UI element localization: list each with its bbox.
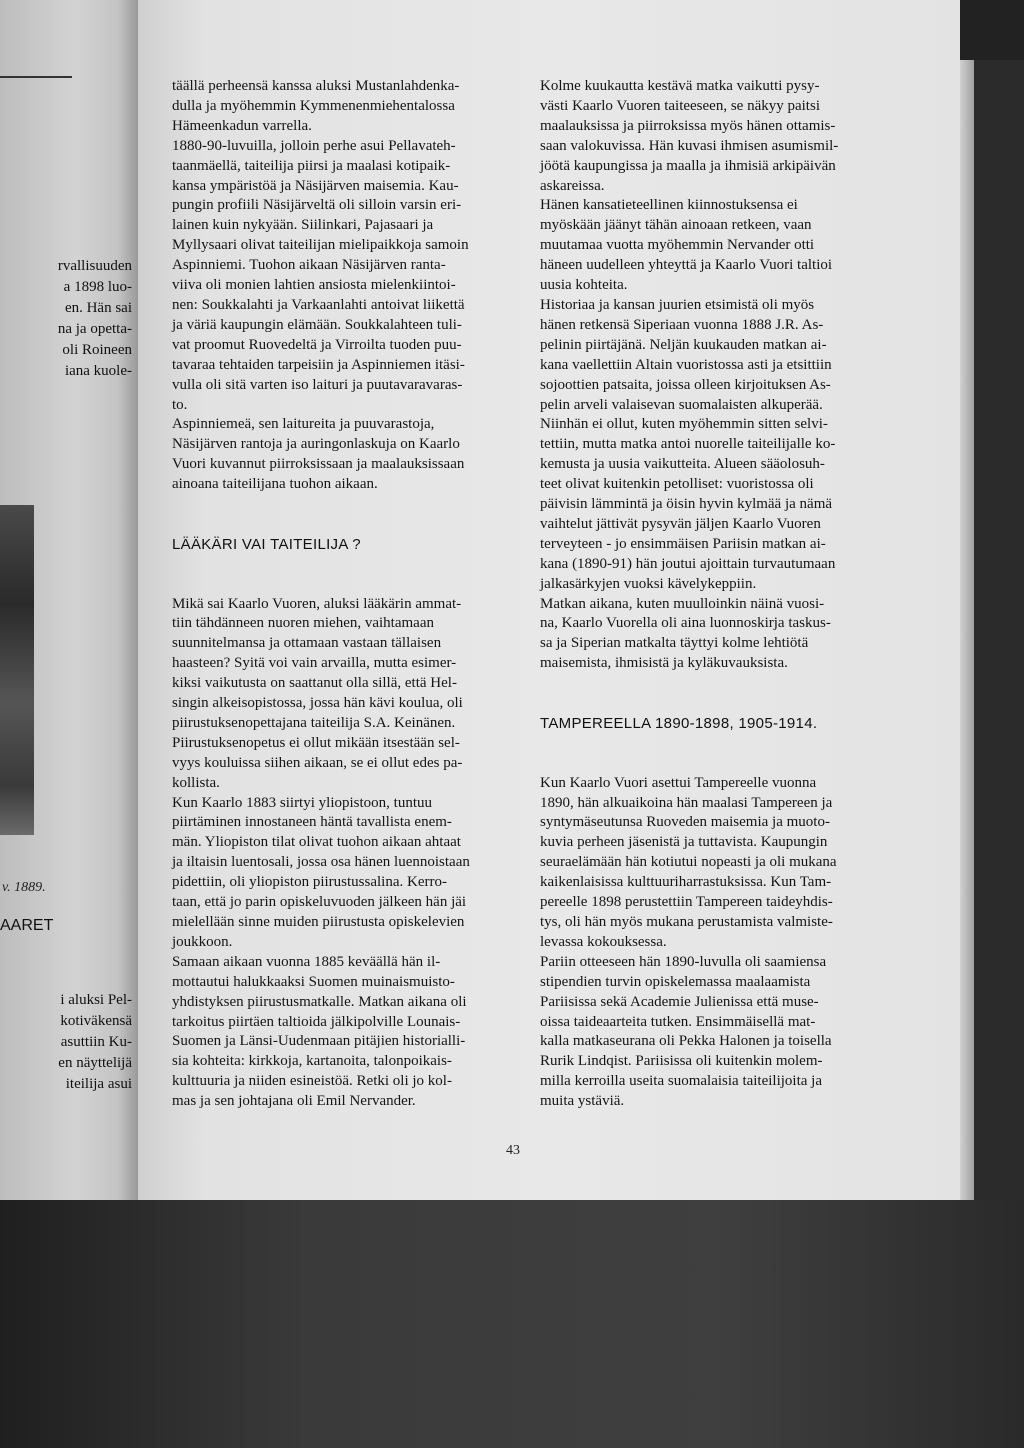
- text-line: oissa taideaarteita tutken. Ensimmäisellä mat-: [540, 1013, 816, 1030]
- text-line: teet olivat kuitenkin petolliset: vuoristossa oli: [540, 476, 814, 493]
- text-line: Aspinniemi. Tuohon aikaan Näsijärven ranta-: [172, 257, 446, 274]
- text-line: seuraelämään hän kotiutui nopeasti ja oli mukana: [540, 854, 837, 871]
- text-line: Myllysaari olivat taiteilijan mielipaikkoja samoin: [172, 237, 469, 254]
- text-line: syntymäseutunsa Ruoveden maisemia ja muoto-: [540, 814, 830, 831]
- text-line: vulla oli sitä varten iso laituri ja puutavaravaras-: [172, 376, 463, 393]
- text-line: stipendien turvin opiskelemassa maalaamista: [540, 973, 811, 990]
- text-line: asuttiin Ku-: [60, 1034, 132, 1050]
- text-line: myöskään jäänyt tähän ainoaan retkeen, vaan: [540, 217, 812, 234]
- scan-background: [960, 0, 1024, 60]
- paragraph: [172, 794, 502, 953]
- text-line: ja väriä kaupungin elämään. Soukkalahteen tuli-: [172, 316, 462, 333]
- text-line: västi Kaarlo Vuoren taiteeseen, se näkyy paitsi: [540, 97, 820, 114]
- text-line: jöötä kaupungissa ja maalla ja ihmisiä arkipäivän: [540, 157, 836, 174]
- text-line: pidettiin, oli yliopiston piirustussalina. Kerro-: [172, 874, 447, 891]
- text-line: kana (1890-91) hän joutui ajoittain turvautumaan: [540, 555, 836, 572]
- text-column-right: [540, 77, 870, 1112]
- text-line: hänen retkensä Siperiaan vuonna 1888 J.R. As-: [540, 316, 824, 333]
- previous-page-edge: [0, 0, 138, 1200]
- text-line: Historiaa ja kansan juurien etsimistä oli myös: [540, 296, 815, 313]
- text-line: päivisin lämmintä ja öisin hyvin kylmää ja nämä: [540, 496, 833, 513]
- text-line: viiva oli monien lahtien ansiosta mielenkiintoi-: [172, 277, 456, 294]
- text-line: Kun Kaarlo Vuori asettui Tampereelle vuonna: [540, 774, 817, 791]
- text-line: häneen uudelleen yhteyttä ja Kaarlo Vuori taltioi: [540, 257, 833, 274]
- text-line: tettiin, mutta matka antoi nuorelle taiteilijalle ko-: [540, 436, 836, 453]
- text-line: Pariisissa sekä Academie Julienissa että muse-: [540, 993, 819, 1010]
- text-line: saan valokuvissa. Hän kuvasi ihmisen asumismil-: [540, 137, 839, 154]
- text-line: nen: Soukkalahti ja Varkaanlahti antoivat liikettä: [172, 296, 465, 313]
- text-line: mielellään sinne muiden piirustusta opiskelevien: [172, 914, 465, 930]
- text-line: Vuori kuvannut piirroksissaan ja maalauksissaan: [172, 456, 465, 473]
- text-line: kulttuuria ja niiden esineistöä. Retki oli jo kol-: [172, 1073, 452, 1090]
- text-line: mottautui halukkaaksi Suomen muinaismuisto-: [172, 973, 455, 990]
- text-line: kollista.: [172, 774, 220, 791]
- text-line: en. Hän sai: [64, 300, 132, 316]
- text-line: tarkoitus piirtäen taltioida jälkipolville Lounais-: [172, 1013, 461, 1030]
- text-line: Näsijärven rantoja ja auringonlaskuja on Kaarlo: [172, 436, 460, 453]
- text-line: Suomen ja Länsi-Uudenmaan pitäjien historialli-: [172, 1033, 466, 1050]
- text-line: Aspinniemeä, sen laitureita ja puuvarastoja,: [172, 416, 435, 433]
- paragraph: [172, 137, 502, 416]
- text-line: sojoottien patsaita, joissa olleen kirjoituksen As-: [540, 376, 831, 393]
- text-line: ainoana taiteilijana tuohon aikaan.: [172, 476, 378, 493]
- text-line: askareissa.: [540, 177, 605, 194]
- text-line: a 1898 luo-: [63, 279, 132, 295]
- text-line: singin alkeisopistossa, jossa hän kävi koulua, oli: [172, 695, 463, 712]
- text-line: suunnitelmansa ja ottamaan vastaan tällaisen: [172, 635, 442, 652]
- paragraph: [540, 595, 870, 675]
- text-line: piirustuksenopettajana taiteilija S.A. Keinänen.: [172, 714, 456, 731]
- text-line: iteilija asui: [65, 1076, 132, 1092]
- text-line: kansa ympäristöä ja Näsijärven maisemia. Kau-: [172, 177, 459, 194]
- text-line: 1890, hän alkuaikoina hän maalasi Tampereen ja: [540, 794, 833, 811]
- text-line: täällä perheensä kanssa aluksi Mustanlahdenka-: [172, 78, 460, 94]
- paragraph: [172, 415, 502, 495]
- text-line: kemusta ja uusia vaikutteita. Alueen sääolosuh-: [540, 456, 825, 473]
- text-column-left: [172, 77, 502, 1112]
- section-heading: LÄÄKÄRI VAI TAITEILIJA ?: [172, 535, 361, 553]
- text-line: ja iltaisin luentosali, jossa osa hänen luennoistaan: [172, 854, 470, 871]
- text-line: maisemista, ihmisistä ja kyläkuvauksista.: [540, 655, 788, 672]
- paragraph: [540, 77, 870, 196]
- text-line: levassa kokouksessa.: [540, 933, 667, 950]
- text-line: to.: [172, 396, 188, 413]
- text-line: en näyttelijä: [58, 1055, 132, 1071]
- section-heading: TAMPEREELLA 1890-1898, 1905-1914.: [540, 714, 818, 732]
- text-line: haasteen? Syitä voi vain arvailla, mutta esimer-: [172, 655, 457, 672]
- text-line: män. Yliopiston tilat olivat tuohon aikaan ahtaat: [172, 834, 461, 851]
- left-page-text-bottom: [58, 990, 132, 1095]
- paragraph: [172, 77, 502, 137]
- text-line: tavaraa tehtaiden tarpeisiin ja Aspinniemen itäsi-: [172, 356, 465, 373]
- text-line: vaihtelut jättivät pysyvän jäljen Kaarlo Vuoren: [540, 515, 821, 532]
- text-line: tiin tähdänneen nuoren miehen, vaihtamaan: [172, 615, 434, 632]
- text-line: na, Kaarlo Vuorella oli aina luonnoskirja taskus-: [540, 615, 831, 632]
- text-line: terveyteen - jo ensimmäisen Pariisin matkan ai-: [540, 535, 826, 552]
- text-line: taan, että jo parin opiskeluvuoden jälkeen hän jäi: [172, 894, 467, 911]
- text-line: milla kerroilla useita suomalaisia taiteilijoita ja: [540, 1073, 822, 1090]
- text-line: pelin arveli valaisevan suomalaisten alkuperää.: [540, 396, 823, 413]
- paragraph: [172, 595, 502, 794]
- text-line: lainen kuin nykyään. Siilinkari, Pajasaari ja: [172, 217, 434, 234]
- text-line: vat proomut Ruovedeltä ja Virroilta tuoden puu-: [172, 336, 462, 353]
- text-line: joukkoon.: [172, 933, 233, 950]
- text-line: jalkasärkyjen vuoksi kävelykeppiin.: [540, 575, 757, 592]
- text-line: iana kuole-: [64, 363, 132, 379]
- text-line: taanmäellä, taiteilija piirsi ja maalasi kotipaik-: [172, 157, 451, 174]
- divider-rule: [0, 76, 72, 78]
- text-line: oli Roineen: [62, 342, 132, 358]
- text-line: muita ystäviä.: [540, 1093, 625, 1110]
- text-line: pereelle 1898 perustettiin Tampereen taideyhdis-: [540, 894, 833, 911]
- photo-fragment: [0, 505, 34, 835]
- text-line: kiksi vaikutusta on saattanut olla sillä, että Hel-: [172, 675, 457, 692]
- text-line: i aluksi Pel-: [60, 992, 132, 1008]
- left-page-heading: AARET: [0, 917, 54, 934]
- paragraph: [540, 296, 870, 595]
- text-line: Piirustuksenopetus ei ollut mikään itsestään sel-: [172, 734, 460, 751]
- text-line: Matkan aikana, kuten muulloinkin näinä vuosi-: [540, 595, 825, 612]
- text-line: maalauksissa ja piirroksissa myös hänen ottamis-: [540, 117, 836, 134]
- paragraph: [540, 196, 870, 296]
- text-line: na ja opetta-: [57, 321, 132, 337]
- text-line: Niinhän ei ollut, kuten myöhemmin sitten selvi-: [540, 416, 828, 433]
- left-page-text-top: [58, 256, 132, 382]
- text-line: Mikä sai Kaarlo Vuoren, aluksi lääkärin ammat-: [172, 595, 462, 612]
- text-line: mas ja sen johtajana oli Emil Nervander.: [172, 1093, 416, 1110]
- text-line: Kolme kuukautta kestävä matka vaikutti pysy-: [540, 78, 820, 94]
- text-line: Samaan aikaan vuonna 1885 keväällä hän il-: [172, 953, 441, 970]
- text-line: Rurik Lindqist. Pariisissa oli kuitenkin molem-: [540, 1053, 823, 1070]
- text-line: kotiväkensä: [60, 1013, 132, 1029]
- text-line: sa ja Siperian matkalta täyttyi kolme lehtiötä: [540, 635, 809, 652]
- text-line: vyys kouluissa siihen aikaan, se ei ollut edes pa-: [172, 754, 463, 771]
- text-line: sia kohteita: kirkkoja, kartanoita, talonpoikais-: [172, 1053, 452, 1070]
- text-line: Pariin otteeseen hän 1890-luvulla oli saamiensa: [540, 953, 827, 970]
- page-number: 43: [506, 1143, 520, 1158]
- text-line: tys, oli hän myös mukana perustamista valmiste-: [540, 914, 833, 930]
- text-line: Hämeenkadun varrella.: [172, 117, 312, 134]
- text-line: kaikenlaisissa kulttuuriharrastuksissa. Kun Tam-: [540, 874, 832, 891]
- paragraph: [540, 953, 870, 1112]
- text-line: Hänen kansatieteellinen kiinnostuksensa ei: [540, 197, 798, 214]
- page-edge-shadow: [960, 60, 974, 1200]
- text-line: 1880-90-luvuilla, jolloin perhe asui Pellavateh-: [172, 137, 456, 154]
- text-line: dulla ja myöhemmin Kymmenenmiehentalossa: [172, 97, 455, 114]
- text-line: yhdistyksen piirustusmatkalle. Matkan aikana oli: [172, 993, 467, 1010]
- text-line: Kun Kaarlo 1883 siirtyi yliopistoon, tuntuu: [172, 794, 432, 811]
- text-line: uusia kohteita.: [540, 277, 628, 294]
- scan-background-bottom: [0, 1200, 1024, 1448]
- text-line: kuvia perheen jäsenistä ja tuttavista. Kaupungin: [540, 834, 828, 851]
- paragraph: [540, 774, 870, 953]
- text-line: kana vaellettiin Altain vuoristossa asti ja etsittiin: [540, 356, 832, 373]
- text-line: pungin profiili Näsijärveltä oli silloin varsin eri-: [172, 197, 462, 214]
- paragraph: [172, 953, 502, 1112]
- text-line: muutamaa vuotta myöhemmin Nervander otti: [540, 237, 815, 254]
- photo-caption: v. 1889.: [2, 880, 46, 895]
- text-line: kalla matkaseurana oli Pekka Halonen ja toisella: [540, 1033, 832, 1050]
- text-line: pelinin piirtäjänä. Neljän kuukauden matkan ai-: [540, 336, 827, 353]
- text-line: rvallisuuden: [57, 258, 132, 274]
- text-line: piirtäminen innostaneen häntä tavallista enem-: [172, 814, 452, 831]
